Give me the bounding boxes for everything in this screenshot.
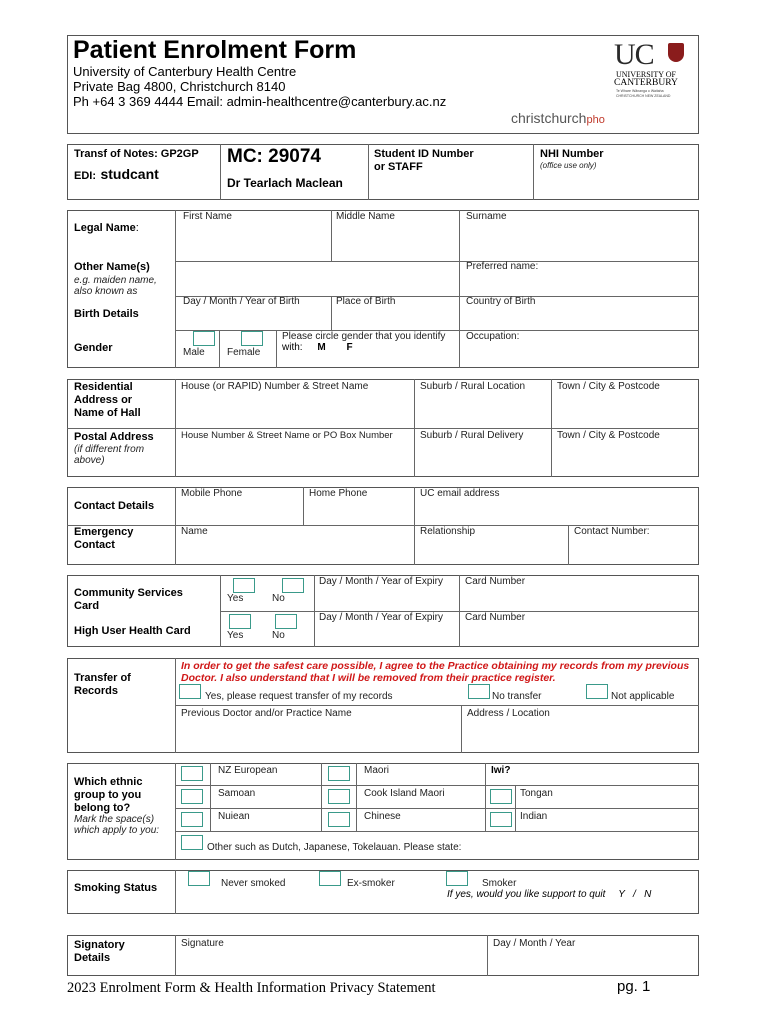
uc-logo-canterbury: CANTERBURY xyxy=(614,78,678,88)
edi-label: EDI: xyxy=(74,170,96,182)
uc-logo-letters: UC xyxy=(614,38,654,71)
smoking-status-label: Smoking Status xyxy=(74,882,158,894)
csc-no-label: No xyxy=(272,593,285,604)
never-smoked-checkbox[interactable] xyxy=(188,871,210,886)
indian-checkbox[interactable] xyxy=(490,812,512,827)
uc-logo xyxy=(612,40,692,102)
relationship-field[interactable]: Relationship xyxy=(420,526,476,537)
transfer-label-1: Transfer of xyxy=(74,672,131,684)
huhc-yes-checkbox[interactable] xyxy=(229,614,251,629)
huhc-label: High User Health Card xyxy=(74,625,191,637)
female-checkbox[interactable] xyxy=(241,331,263,346)
tongan-label: Tongan xyxy=(520,788,553,799)
emergency-label-1: Emergency xyxy=(74,526,134,538)
samoan-label: Samoan xyxy=(218,788,256,799)
gender-f-option[interactable]: F xyxy=(346,342,353,353)
edi-field xyxy=(74,166,159,184)
huhc-no-checkbox[interactable] xyxy=(275,614,297,629)
address-line-2: Private Bag 4800, Christchurch 8140 xyxy=(73,79,286,94)
previous-doctor-field[interactable]: Previous Doctor and/or Practice Name xyxy=(181,708,352,719)
not-applicable-label: Not applicable xyxy=(611,691,675,702)
office-use-label: (office use only) xyxy=(540,161,597,170)
place-of-birth-field[interactable]: Place of Birth xyxy=(336,296,396,307)
uc-email-field[interactable]: UC email address xyxy=(420,488,500,499)
or-staff-label: or STAFF xyxy=(374,161,423,173)
nz-european-label: NZ European xyxy=(218,765,278,776)
house-street-field[interactable]: House (or RAPID) Number & Street Name xyxy=(181,381,369,392)
postal-if-different-2: above) xyxy=(74,455,105,466)
signatory-label-2: Details xyxy=(74,952,111,964)
circle-gender-text: Please circle gender that you identify xyxy=(282,331,446,342)
huhc-no-label: No xyxy=(272,630,285,641)
contact-details-label: Contact Details xyxy=(74,500,155,512)
signature-field[interactable]: Signature xyxy=(181,938,224,949)
circle-gender-with: with: xyxy=(282,342,303,353)
quit-support-question xyxy=(447,889,651,900)
ex-smoker-checkbox[interactable] xyxy=(319,871,341,886)
legal-name-label xyxy=(74,222,139,234)
not-applicable-checkbox[interactable] xyxy=(586,684,608,699)
no-transfer-checkbox[interactable] xyxy=(468,684,490,699)
transf-notes: Transf of Notes: GP2GP xyxy=(74,148,199,160)
signatory-label-1: Signatory xyxy=(74,939,125,951)
csc-label-1: Community Services xyxy=(74,587,183,599)
transfer-notice-2: Doctor. I also understand that I will be removed from their practice register. xyxy=(181,672,556,684)
huhc-card-number-field[interactable]: Card Number xyxy=(465,612,526,623)
uc-logo-maori: Te Whare Wānanga o Waitaha xyxy=(616,89,664,93)
postal-address-label: Postal Address xyxy=(74,431,154,443)
chinese-label: Chinese xyxy=(364,811,401,822)
pho-logo-text: christchurch xyxy=(511,110,587,126)
male-label: Male xyxy=(183,347,205,358)
csc-label-2: Card xyxy=(74,600,100,612)
residential-label-2: Address or xyxy=(74,394,133,406)
other-names-eg1: e.g. maiden name, xyxy=(74,275,157,286)
emergency-name-field[interactable]: Name xyxy=(181,526,208,537)
gender-m-option[interactable]: M xyxy=(317,342,326,353)
csc-card-number-field[interactable]: Card Number xyxy=(465,576,526,587)
postal-suburb-field[interactable]: Suburb / Rural Delivery xyxy=(420,430,524,441)
home-phone-field[interactable]: Home Phone xyxy=(309,488,368,499)
postal-town-field[interactable]: Town / City & Postcode xyxy=(557,430,660,441)
cook-island-label: Cook Island Maori xyxy=(364,788,445,799)
legal-name-text: Legal Name xyxy=(74,222,136,234)
form-title: Patient Enrolment Form xyxy=(73,36,357,64)
female-label: Female xyxy=(227,347,261,358)
indian-label: Indian xyxy=(520,811,548,822)
footer-text: 2023 Enrolment Form & Health Information Privacy Statement xyxy=(67,980,436,996)
nhi-label: NHI Number xyxy=(540,148,604,160)
transfer-label-2: Records xyxy=(74,685,119,697)
middle-name-field[interactable]: Middle Name xyxy=(336,211,395,222)
pho-logo xyxy=(511,110,605,126)
other-ethnic-checkbox[interactable] xyxy=(181,835,203,850)
postal-street-field[interactable]: House Number & Street Name or PO Box Number xyxy=(181,430,393,441)
birth-details-label: Birth Details xyxy=(74,308,139,320)
quit-support-text: If yes, would you like support to quit xyxy=(447,889,606,900)
csc-yes-label: Yes xyxy=(227,593,244,604)
ethnic-mark-1: Mark the space(s) xyxy=(74,814,155,825)
previous-address-field[interactable]: Address / Location xyxy=(467,708,550,719)
residential-label-3: Name of Hall xyxy=(74,407,141,419)
mobile-phone-field[interactable]: Mobile Phone xyxy=(181,488,243,499)
mc-number: MC: 29074 xyxy=(227,146,321,167)
signature-date-field[interactable]: Day / Month / Year xyxy=(493,938,576,949)
quit-support-yn[interactable]: Y / N xyxy=(618,889,652,900)
other-names-label: Other Name(s) xyxy=(74,261,150,273)
transfer-yes-checkbox[interactable] xyxy=(179,684,201,699)
uc-logo-univ: UNIVERSITY OF xyxy=(616,70,676,79)
never-smoked-label: Never smoked xyxy=(221,878,286,889)
csc-yes-checkbox[interactable] xyxy=(233,578,255,593)
maori-checkbox[interactable] xyxy=(328,766,350,781)
smoker-checkbox[interactable] xyxy=(446,871,468,886)
csc-expiry-field[interactable]: Day / Month / Year of Expiry xyxy=(319,576,443,587)
samoan-checkbox[interactable] xyxy=(181,789,203,804)
ethnic-label-2: group to you xyxy=(74,789,142,801)
doctor-name: Dr Tearlach Maclean xyxy=(227,176,343,190)
dob-field[interactable]: Day / Month / Year of Birth xyxy=(183,296,300,307)
cook-island-checkbox[interactable] xyxy=(328,789,350,804)
emergency-label-2: Contact xyxy=(74,539,115,551)
niuean-label: Nuiean xyxy=(218,811,250,822)
circle-gender-options xyxy=(282,342,353,353)
country-of-birth-field[interactable]: Country of Birth xyxy=(466,296,536,307)
iwi-label: Iwi? xyxy=(491,765,511,776)
ethnic-label-1: Which ethnic xyxy=(74,776,143,788)
gender-label: Gender xyxy=(74,342,113,354)
contact-number-field[interactable]: Contact Number: xyxy=(574,526,650,537)
page-number: pg. 1 xyxy=(617,978,651,995)
signatory-box xyxy=(67,935,699,976)
ethnic-label-3: belong to? xyxy=(74,802,131,814)
pho-logo-suffix: pho xyxy=(586,114,605,126)
first-name-field[interactable]: First Name xyxy=(183,211,232,222)
tongan-checkbox[interactable] xyxy=(490,789,512,804)
transfer-notice-1: In order to get the safest care possible, I agree to the Practice obtaining my records from my previous xyxy=(181,660,690,672)
surname-field[interactable]: Surname xyxy=(466,211,507,222)
ethnic-mark-2: which apply to you: xyxy=(74,825,160,836)
personal-box xyxy=(67,210,699,368)
postal-if-different-1: (if different from xyxy=(74,444,145,455)
residential-label-1: Residential xyxy=(74,381,133,393)
niuean-checkbox[interactable] xyxy=(181,812,203,827)
suburb-field[interactable]: Suburb / Rural Location xyxy=(420,381,526,392)
nz-european-checkbox[interactable] xyxy=(181,766,203,781)
town-postcode-field[interactable]: Town / City & Postcode xyxy=(557,381,660,392)
address-line-1: University of Canterbury Health Centre xyxy=(73,64,297,79)
preferred-name-field[interactable]: Preferred name: xyxy=(466,261,539,272)
huhc-yes-label: Yes xyxy=(227,630,244,641)
smoker-label: Smoker xyxy=(482,878,517,889)
other-names-eg2: also known as xyxy=(74,286,138,297)
occupation-field[interactable]: Occupation: xyxy=(466,331,520,342)
uc-crest-icon xyxy=(668,43,684,62)
legal-name-colon: : xyxy=(135,222,139,234)
contact-line: Ph +64 3 369 4444 Email: admin-healthcentre@canterbury.ac.nz xyxy=(73,94,447,109)
transfer-yes-label: Yes, please request transfer of my records xyxy=(205,691,393,702)
ex-smoker-label: Ex-smoker xyxy=(347,878,395,889)
edi-value: studcant xyxy=(100,166,159,182)
uc-logo-city: CHRISTCHURCH NEW ZEALAND xyxy=(616,94,671,98)
chinese-checkbox[interactable] xyxy=(328,812,350,827)
other-ethnic-label[interactable]: Other such as Dutch, Japanese, Tokelauan. Please state: xyxy=(207,842,462,853)
male-checkbox[interactable] xyxy=(193,331,215,346)
maori-label: Maori xyxy=(364,765,390,776)
no-transfer-label: No transfer xyxy=(492,691,542,702)
student-id-label: Student ID Number xyxy=(374,148,474,160)
csc-no-checkbox[interactable] xyxy=(282,578,304,593)
huhc-expiry-field[interactable]: Day / Month / Year of Expiry xyxy=(319,612,443,623)
